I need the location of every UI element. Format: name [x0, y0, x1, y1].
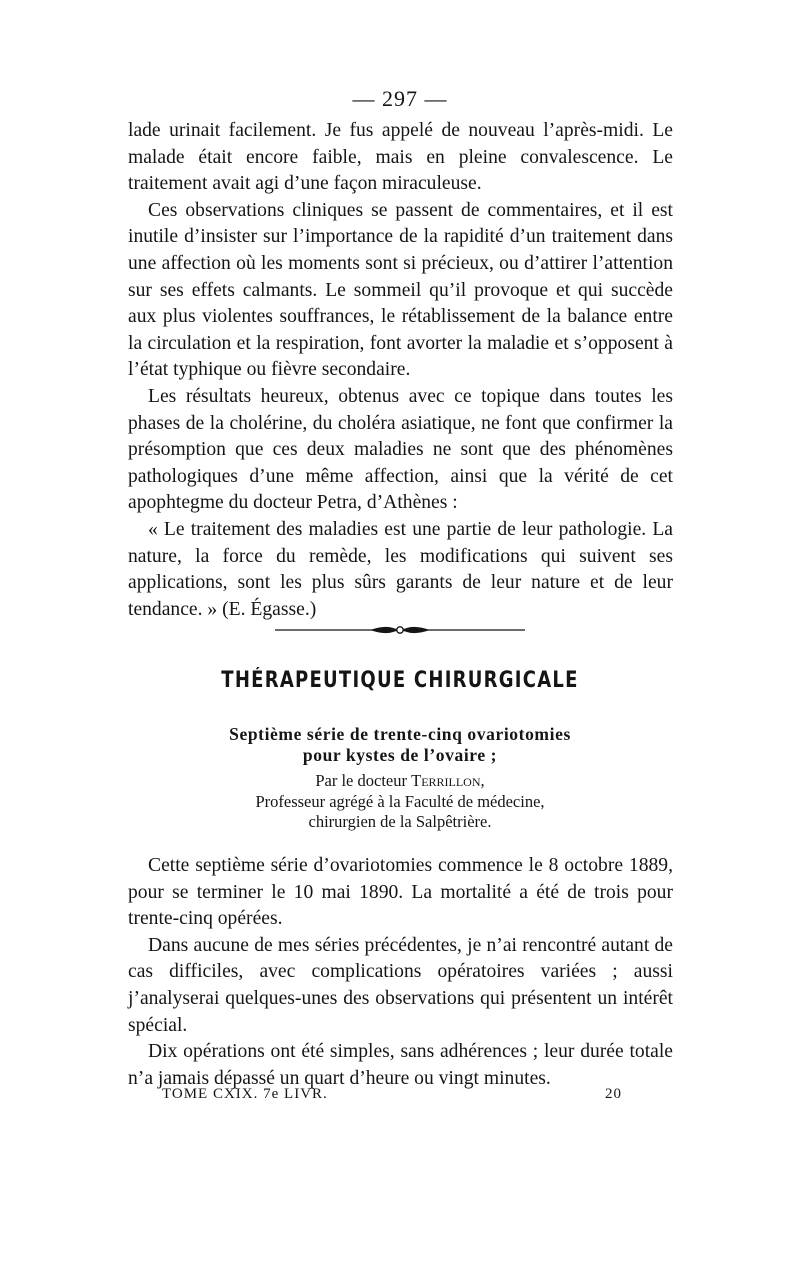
paragraph-continuation: lade urinait facilement. Je fus appelé de nouveau l’après-midi. Le malade était encore faible, mais en pleine convalescence. Le traitement avait agi d’une façon miraculeuse.	[128, 120, 673, 195]
body-text-block	[128, 853, 673, 1092]
decorative-rule	[275, 620, 525, 640]
article-title-line-1: Septième série de trente-cinq ovariotomies	[229, 724, 571, 744]
author-line-2: Professeur agrégé à la Faculté de médecine,	[255, 791, 545, 811]
paragraph-quotation: « Le traitement des maladies est une partie de leur pathologie. La nature, la force du remède, les modifications qui suivent ses applications, sont les plus sûrs garants de leur nature et de leur tendance. » (E. Égasse.)	[128, 518, 673, 620]
page-number: — 297 —	[352, 86, 448, 111]
author-line-3: chirurgien de la Salpêtrière.	[308, 812, 492, 831]
paragraph-series: Cette septième série d’ovariotomies commence le 8 octobre 1889, pour se terminer le 10 mai 1890. La mortalité a été de trois pour trente-cinq opérées.	[128, 855, 673, 930]
author-block	[150, 771, 650, 833]
paragraph-observations: Ces observations cliniques se passent de commentaires, et il est inutile d’insister sur l’importance de la rapidité d’un traitement dans une affection où les moments sont si précieux, ou d’attirer l’attention sur ses effets calmants. Le sommeil qu’il provoque et qui succède aux plus violentes souffrances, le rétablissement de la balance entre la circulation et la respiration, font avorter la maladie et s’opposent à l’état typhique ou fièvre secondaire.	[128, 199, 673, 381]
page-footer	[162, 1086, 622, 1103]
paragraph-results: Les résultats heureux, obtenus avec ce topique dans toutes les phases de la cholérine, du choléra asiatique, ne font que confirmer la présomption que ces deux maladies ne sont que des phénomènes pathologiques d’une même affection, ainsi que la vérité de cet apophtegme du docteur Petra, d’Athènes :	[128, 385, 673, 514]
author-line-1	[150, 771, 650, 792]
volume-reference: TOME CXIX. 7e LIVR.	[162, 1086, 328, 1102]
author-prefix: Par le docteur	[315, 771, 412, 790]
paragraph-simple-operations: Dix opérations ont été simples, sans adhérences ; leur durée totale n’a jamais dépassé un quart d’heure ou vingt minutes.	[128, 1041, 673, 1089]
top-text-block	[128, 118, 673, 623]
section-title: THÉRAPEUTIQUE CHIRURGICALE	[221, 668, 579, 693]
article-title	[150, 724, 650, 766]
signature-number: 20	[605, 1086, 622, 1102]
paragraph-difficult-cases: Dans aucune de mes séries précédentes, je n’ai rencontré autant de cas difficiles, avec complications opératoires variées ; aussi j’analyserai quelques-unes des observations qui présentent un intérêt spécial.	[128, 934, 673, 1036]
author-name: Terrillon,	[411, 771, 485, 790]
article-title-line-2: pour kystes de l’ovaire ;	[302, 745, 498, 765]
